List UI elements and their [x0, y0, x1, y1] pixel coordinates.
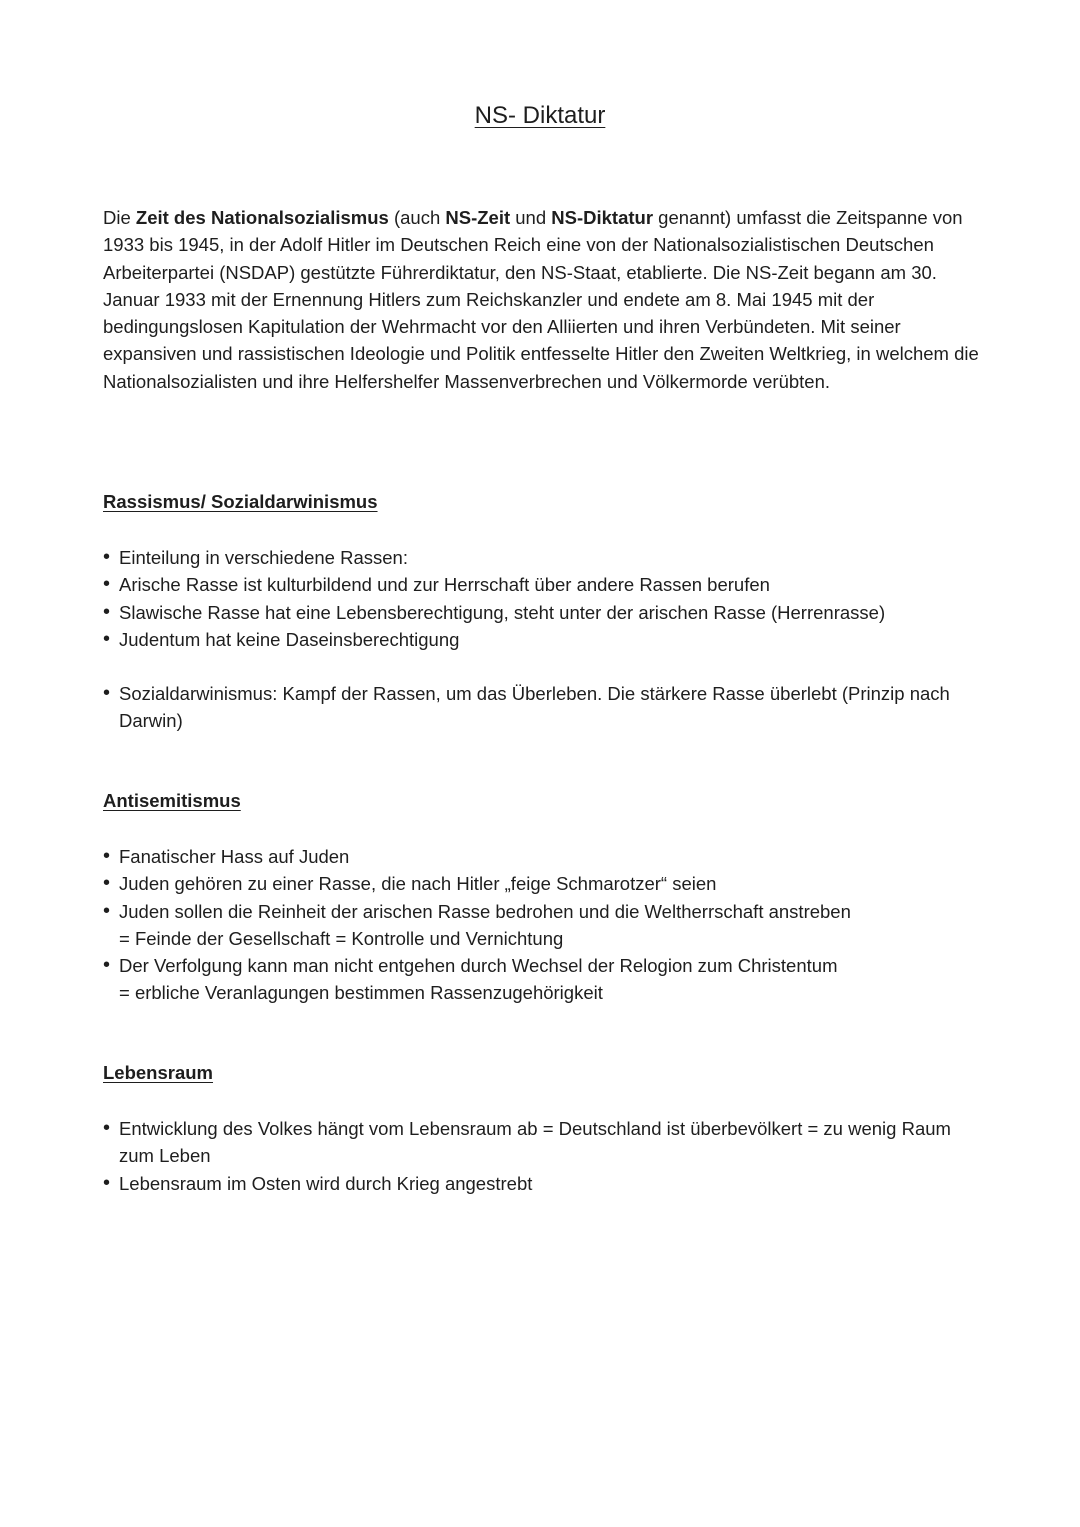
intro-text-4: genannt) umfasst die Zeitspanne von 1933 bis 1945, in der Adolf Hitler im Deutschen Reich eine von der Nationalsozialistischen Deutschen Arbeiterpartei (NSDAP) gestützte Führerdiktatur, den NS-Staat, etablierte. Die NS-Zeit begann am 30. Januar 1933 mit der Ernennung Hitlers zum Reichskanzler und endete am 8. Mai 1945 mit der bedingungslosen Kapitulation der Wehrmacht vor den Alliierten und ihren Verbündeten. Mit seiner expansiven und rassistischen Ideologie und Politik entfesselte Hitler den Zweiten Weltkrieg, in welchem die Nationalsozialisten und ihre Helfershelfer Massenverbrechen und Völkermorde verübten.: [103, 207, 979, 392]
intro-text-3: und: [510, 207, 552, 228]
list-item-subline: = Feinde der Gesellschaft = Kontrolle und Vernichtung: [119, 927, 564, 949]
intro-bold-2: NS-Zeit: [445, 207, 511, 228]
section-heading-rassismus: Rassismus/ Sozialdarwinismus: [103, 491, 378, 512]
section-heading-lebensraum: Lebensraum: [103, 1062, 214, 1083]
list-item: • Entwicklung des Volkes hängt vom Lebensraum ab = Deutschland ist überbevölkert = zu wenig Raum zum Leben: [103, 1115, 983, 1170]
list-item-subline: = erbliche Veranlagungen bestimmen Rassenzugehörigkeit: [119, 982, 603, 1004]
list-item-text: Der Verfolgung kann man nicht entgehen durch Wechsel der Relogion zum Christentum: [119, 955, 838, 977]
list-item-text: Juden sollen die Reinheit der arischen Rasse bedrohen und die Weltherrschaft anstreben: [119, 900, 851, 922]
list-item: [103, 952, 983, 1007]
intro-text-2: (auch: [388, 207, 446, 228]
section-list-lebensraum: [103, 1115, 983, 1197]
list-item: [103, 898, 983, 953]
list-item: • Fanatischer Hass auf Juden: [103, 843, 983, 870]
list-item: • Arische Rasse ist kulturbildend und zur Herrschaft über andere Rassen berufen: [103, 571, 983, 598]
intro-bold-3: NS-Diktatur: [551, 207, 654, 228]
intro-paragraph: [103, 204, 983, 395]
section-list-rassismus: [103, 544, 983, 735]
list-item: • Sozialdarwinismus: Kampf der Rassen, um das Überleben. Die stärkere Rasse überlebt (Prinzip nach Darwin): [103, 680, 983, 735]
list-item: • Slawische Rasse hat eine Lebensberechtigung, steht unter der arischen Rasse (Herrenrasse): [103, 599, 983, 626]
list-item: • Lebensraum im Osten wird durch Krieg angestrebt: [103, 1170, 983, 1197]
intro-bold-1: Zeit des Nationalsozialismus: [135, 207, 389, 228]
page-title: NS- Diktatur: [474, 102, 606, 129]
intro-text-1: Die: [103, 207, 136, 228]
list-item: • Einteilung in verschiedene Rassen:: [103, 544, 983, 571]
section-list-antisemitismus: [103, 843, 983, 1007]
list-item: • Juden gehören zu einer Rasse, die nach Hitler „feige Schmarotzer“ seien: [103, 870, 983, 897]
section-heading-antisemitismus: Antisemitismus: [103, 790, 241, 811]
list-item: • Judentum hat keine Daseinsberechtigung: [103, 626, 983, 653]
